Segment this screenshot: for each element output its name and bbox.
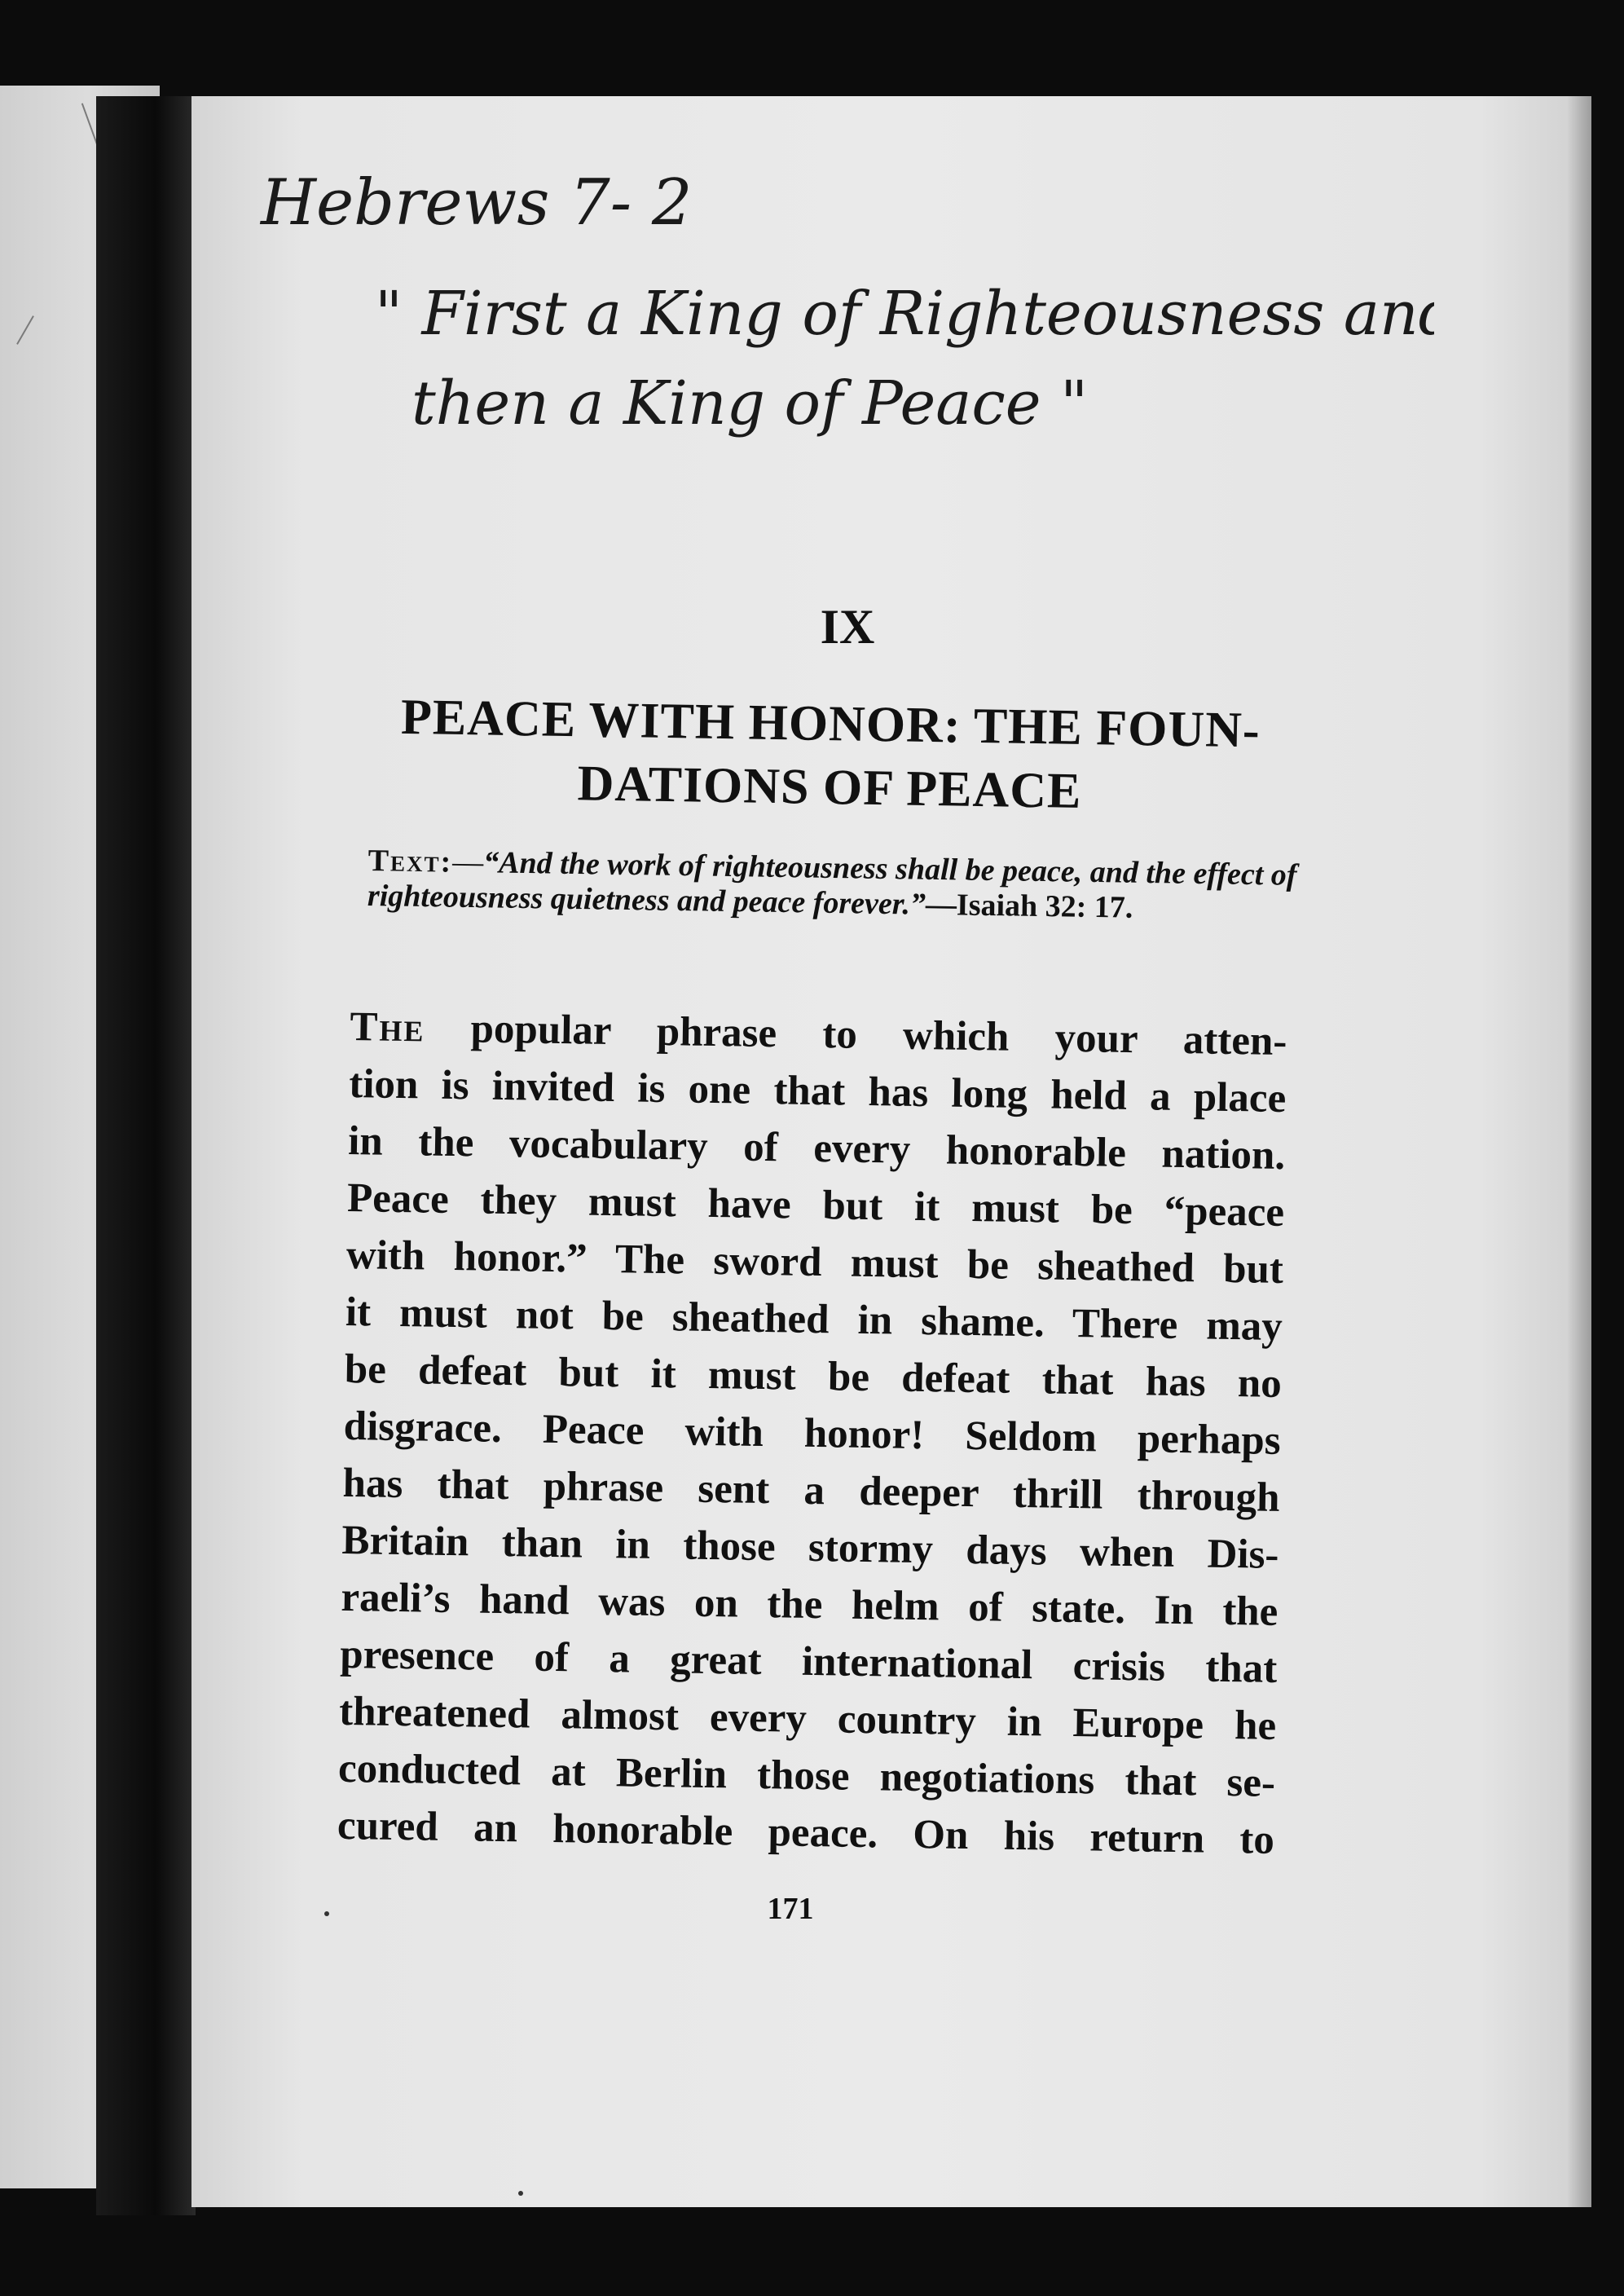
left-page-mark [16, 315, 34, 345]
body-line: Britain than in those stormy days when Dis- [341, 1517, 1279, 1578]
epigraph-dash: — [451, 844, 484, 880]
opening-word: The [350, 1003, 425, 1051]
epigraph [367, 844, 1297, 928]
body-line: disgrace. Peace with honor! Seldom perhaps [343, 1403, 1282, 1464]
body-line: conducted at Berlin those negotiations that se- [337, 1745, 1276, 1806]
body-text [337, 998, 1287, 1869]
body-line: cured an honorable peace. On his return to [337, 1802, 1275, 1863]
chapter-title-line-2: DATIONS OF PEACE [577, 756, 1083, 819]
chapter-title [357, 685, 1304, 826]
body-line: it must not be sheathed in shame. There may [345, 1289, 1283, 1351]
epigraph-quote: “And the work of righteousness shall be peace, and the effect of righteousness quietness and peace forever.” [367, 845, 1297, 922]
chapter-number: IX [820, 600, 875, 654]
epigraph-label: Text: [367, 844, 453, 879]
body-line: tion is invited is one that has long held a place [348, 1060, 1287, 1122]
handwritten-line-2: " First a King of Righteousness and [375, 279, 1434, 349]
book-gutter [96, 96, 196, 2215]
body-line: presence of a great international crisis that [339, 1631, 1278, 1692]
body-line: Peace they must have but it must be “peace [346, 1174, 1285, 1236]
handwritten-note [253, 147, 1434, 489]
chapter-title-line-1: PEACE WITH HONOR: THE FOUN- [400, 689, 1261, 759]
handwritten-line-3: then a King of Peace " [412, 368, 1089, 438]
body-line: be defeat but it must be defeat that has no [344, 1346, 1283, 1408]
page-number: 171 [767, 1892, 814, 1926]
epigraph-reference: —Isaiah 32: 17. [925, 887, 1133, 925]
handwritten-note-svg [253, 147, 1434, 489]
body-line: in the vocabulary of every honorable nation. [347, 1117, 1286, 1179]
handwritten-line-1: Hebrews 7- 2 [261, 166, 693, 240]
body-line: threatened almost every country in Europe he [338, 1688, 1277, 1749]
body-line: has that phrase sent a deeper thrill through [342, 1460, 1280, 1521]
speck [324, 1911, 329, 1916]
body-line: with honor.” The sword must be sheathed but [345, 1232, 1284, 1293]
page-edge-shadow [1567, 96, 1591, 2207]
body-line-1-rest: popular phrase to which your atten- [425, 1005, 1287, 1065]
body-line: raeli’s hand was on the helm of state. In the [341, 1574, 1279, 1635]
speck [518, 2191, 523, 2196]
